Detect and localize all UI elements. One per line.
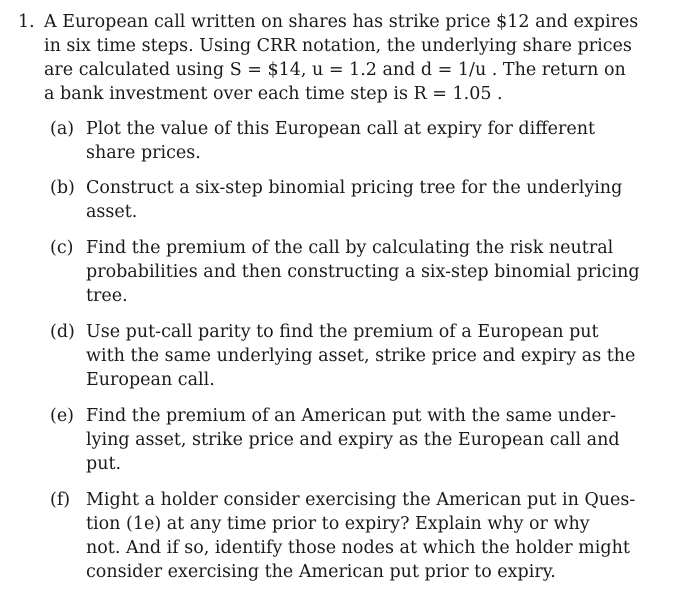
part-line: put. — [86, 454, 122, 474]
part-line: Plot the value of this European call at expiry for different — [86, 119, 596, 139]
question-number: 1. — [18, 12, 35, 32]
part-line: Might a holder consider exercising the American put in Ques- — [86, 490, 636, 510]
part-text — [86, 176, 623, 224]
part-label: (c) — [50, 238, 74, 258]
part-text — [86, 117, 602, 165]
part-line: European call. — [86, 370, 215, 390]
part-text — [86, 404, 620, 476]
part-text — [86, 488, 636, 584]
part-line: with the same underlying asset, strike price and expiry as the — [86, 346, 636, 366]
part-text — [86, 236, 640, 308]
intro-line: are calculated using S = $14, u = 1.2 and d = 1/u . The return on — [44, 60, 626, 80]
part-line: not. And if so, identify those nodes at which the holder might — [86, 538, 630, 558]
intro-line: A European call written on shares has strike price $12 and expires — [44, 12, 639, 32]
part-line: lying asset, strike price and expiry as the European call and — [86, 430, 620, 450]
part-line: Construct a six-step binomial pricing tree for the underlying — [86, 178, 623, 198]
part-label: (a) — [50, 119, 75, 139]
part-line: Find the premium of the call by calculating the risk neutral — [86, 238, 614, 258]
part-label: (b) — [50, 178, 75, 198]
intro-line: a bank investment over each time step is R = 1.05 . — [44, 84, 503, 104]
part-line: Use put-call parity to find the premium of a European put — [86, 322, 599, 342]
question-intro — [44, 10, 639, 106]
part-line: tree. — [86, 286, 128, 306]
part-line: Find the premium of an American put with the same under- — [86, 406, 617, 426]
part-line: consider exercising the American put prior to expiry. — [86, 562, 556, 582]
part-text — [86, 320, 636, 392]
part-label: (d) — [50, 322, 75, 342]
part-line: tion (1e) at any time prior to expiry? Explain why or why — [86, 514, 590, 534]
part-line: share prices. — [86, 143, 201, 163]
part-line: asset. — [86, 202, 138, 222]
part-label: (f) — [50, 490, 71, 510]
part-label: (e) — [50, 406, 75, 426]
part-line: probabilities and then constructing a six-step binomial pricing — [86, 262, 640, 282]
intro-line: in six time steps. Using CRR notation, the underlying share prices — [44, 36, 632, 56]
